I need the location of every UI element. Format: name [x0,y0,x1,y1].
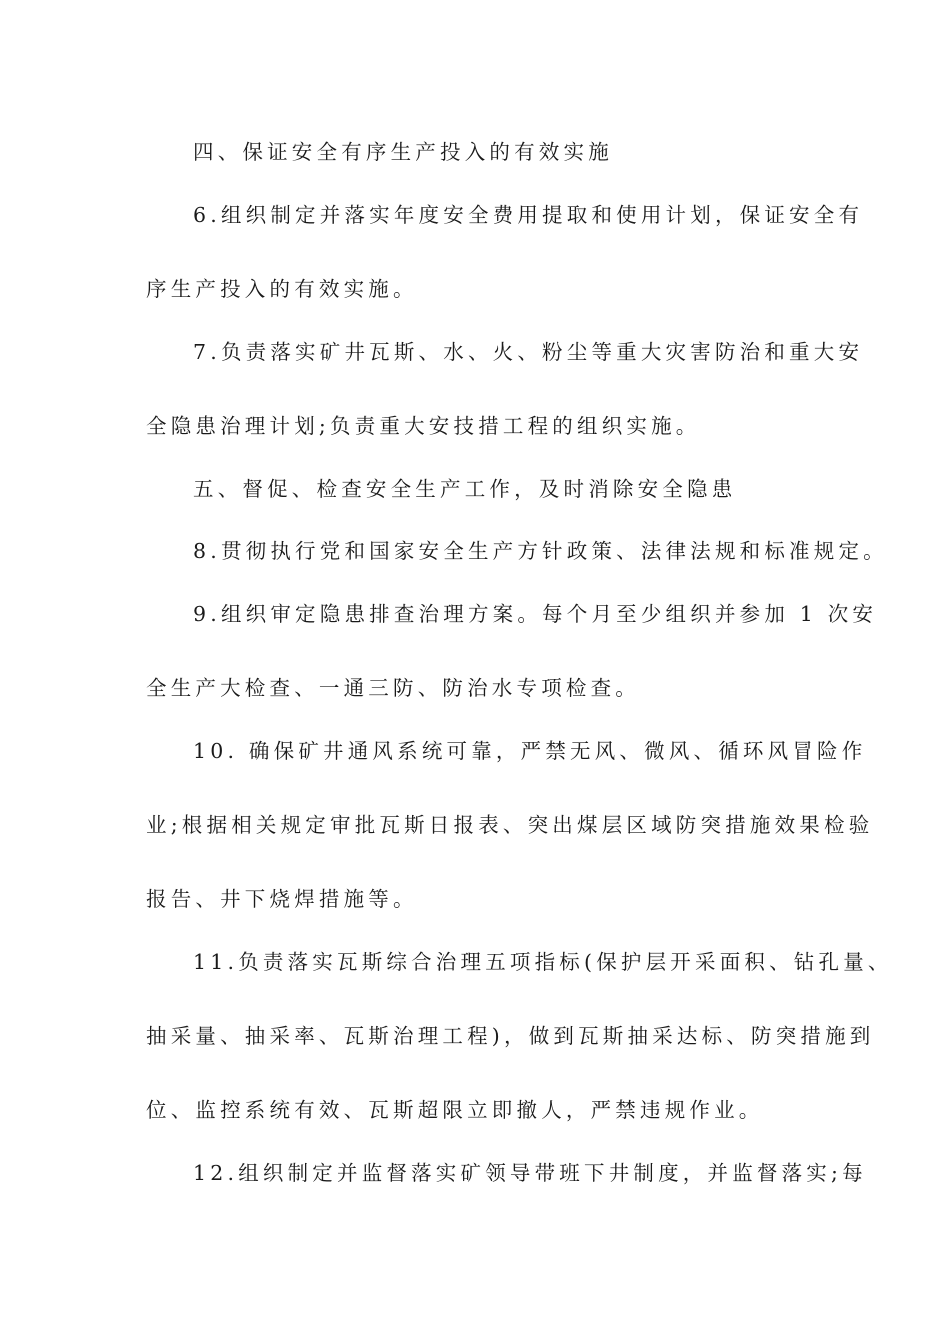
item-12-line-1: 12.组织制定并监督落实矿领导带班下井制度，并监督落实;每 [193,1161,867,1185]
item-9-line-1: 9.组织审定隐患排查治理方案。每个月至少组织并参加 1 次安 [193,602,878,626]
item-11-line-1: 11.负责落实瓦斯综合治理五项指标(保护层开采面积、钻孔量、 [193,950,893,974]
item-10-line-1: 10. 确保矿井通风系统可靠，严禁无风、微风、循环风冒险作 [193,739,867,763]
item-11-line-3: 位、监控系统有效、瓦斯超限立即撤人，严禁违规作业。 [146,1098,764,1122]
item-6-line-1: 6.组织制定并落实年度安全费用提取和使用计划，保证安全有 [193,203,864,227]
item-10-line-3: 报告、井下烧焊措施等。 [146,887,418,911]
item-10-line-2: 业;根据相关规定审批瓦斯日报表、突出煤层区域防突措施效果检验 [146,813,874,837]
item-7-line-1: 7.负责落实矿井瓦斯、水、火、粉尘等重大灾害防治和重大安 [193,340,864,364]
section-heading-4: 四、保证安全有序生产投入的有效实施 [193,140,613,164]
item-9-line-2: 全生产大检查、一通三防、防治水专项检查。 [146,676,640,700]
item-7-line-2: 全隐患治理计划;负责重大安技措工程的组织实施。 [146,414,701,438]
item-6-line-2: 序生产投入的有效实施。 [146,277,418,301]
section-heading-5: 五、督促、检查安全生产工作，及时消除安全隐患 [193,477,737,501]
item-8-line-1: 8.贯彻执行党和国家安全生产方针政策、法律法规和标准规定。 [193,539,888,563]
item-11-line-2: 抽采量、抽采率、瓦斯治理工程)，做到瓦斯抽采达标、防突措施到 [146,1024,875,1048]
